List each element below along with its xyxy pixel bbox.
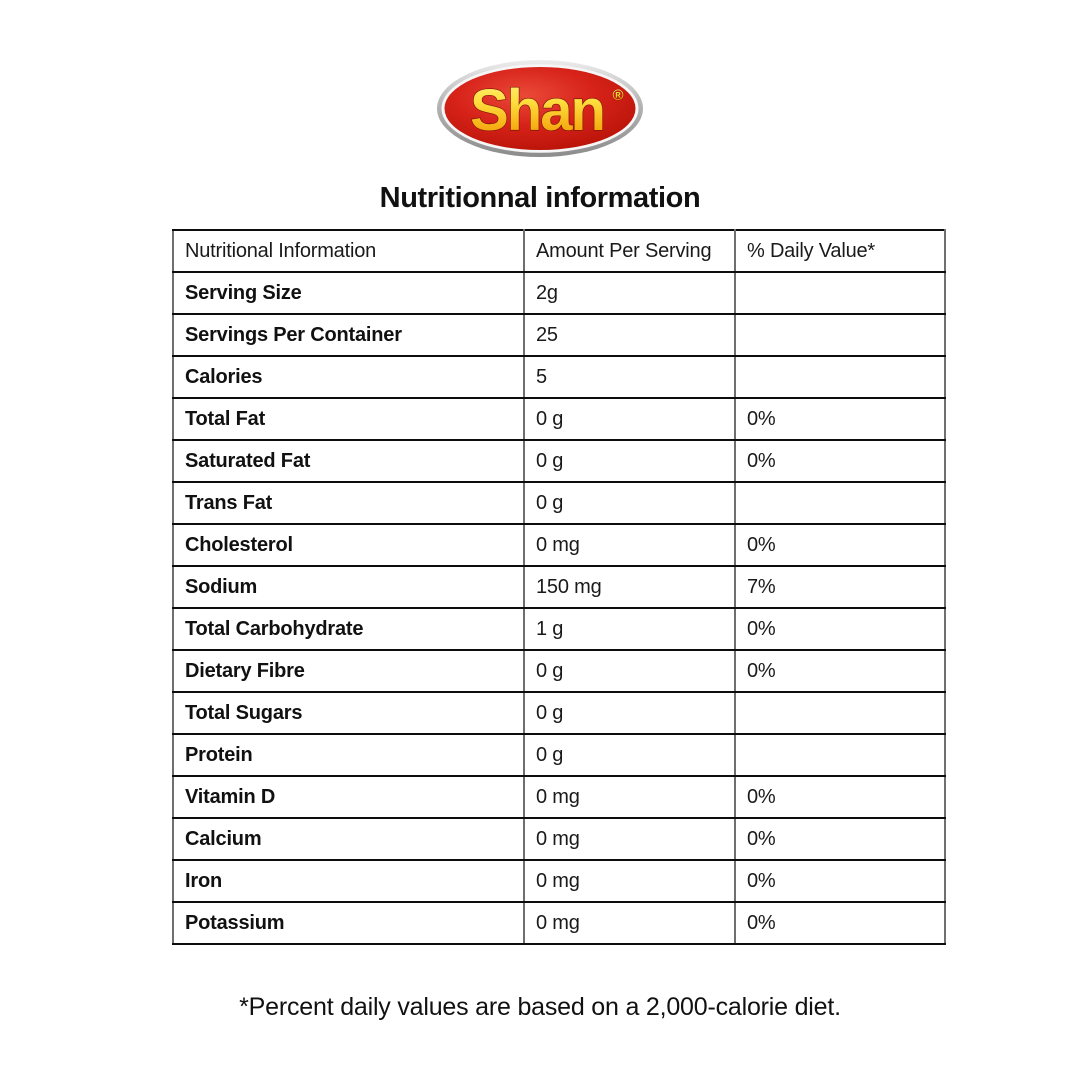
shan-logo-icon	[437, 60, 643, 157]
nutrient-label-cell: Iron	[173, 860, 524, 902]
amount-cell: 0 g	[524, 440, 735, 482]
table-header-row	[173, 230, 945, 272]
table-row	[173, 566, 945, 608]
daily-value-cell	[735, 356, 945, 398]
daily-value-cell: 0%	[735, 440, 945, 482]
registered-trademark-icon: ®	[612, 87, 624, 104]
nutrient-label-cell: Cholesterol	[173, 524, 524, 566]
nutrient-label-cell: Trans Fat	[173, 482, 524, 524]
amount-cell: 0 g	[524, 692, 735, 734]
daily-value-cell: 0%	[735, 902, 945, 944]
amount-cell: 0 g	[524, 482, 735, 524]
amount-cell: 0 mg	[524, 524, 735, 566]
nutrition-table	[172, 229, 946, 945]
nutrient-label-cell: Servings Per Container	[173, 314, 524, 356]
table-row	[173, 734, 945, 776]
nutrient-label-cell: Dietary Fibre	[173, 650, 524, 692]
nutrient-label-cell: Total Sugars	[173, 692, 524, 734]
header-daily-value: % Daily Value*	[735, 230, 945, 272]
nutrient-label-cell: Total Carbohydrate	[173, 608, 524, 650]
table-row	[173, 650, 945, 692]
daily-value-cell: 0%	[735, 524, 945, 566]
table-row	[173, 860, 945, 902]
table-row	[173, 776, 945, 818]
nutrient-label-cell: Total Fat	[173, 398, 524, 440]
daily-value-cell	[735, 734, 945, 776]
page-title: Nutritionnal information	[379, 182, 701, 214]
daily-value-cell: 0%	[735, 608, 945, 650]
logo-brand-text: Shan	[470, 78, 604, 143]
nutrient-label-cell: Vitamin D	[173, 776, 524, 818]
nutrient-label-cell: Saturated Fat	[173, 440, 524, 482]
daily-value-cell: 0%	[735, 776, 945, 818]
amount-cell: 5	[524, 356, 735, 398]
footnote: *Percent daily values are based on a 2,000-calorie diet.	[239, 993, 841, 1021]
nutrient-label-cell: Protein	[173, 734, 524, 776]
header-nutritional-information: Nutritional Information	[173, 230, 524, 272]
amount-cell: 0 g	[524, 398, 735, 440]
nutrition-table-body	[173, 272, 945, 944]
amount-cell: 25	[524, 314, 735, 356]
nutrient-label-cell: Serving Size	[173, 272, 524, 314]
amount-cell: 0 mg	[524, 776, 735, 818]
amount-cell: 0 mg	[524, 860, 735, 902]
amount-cell: 1 g	[524, 608, 735, 650]
daily-value-cell: 0%	[735, 650, 945, 692]
nutrient-label-cell: Sodium	[173, 566, 524, 608]
table-row	[173, 440, 945, 482]
table-row	[173, 902, 945, 944]
table-row	[173, 356, 945, 398]
nutrient-label-cell: Potassium	[173, 902, 524, 944]
daily-value-cell: 0%	[735, 860, 945, 902]
amount-cell: 0 mg	[524, 818, 735, 860]
table-row	[173, 608, 945, 650]
daily-value-cell	[735, 692, 945, 734]
table-row	[173, 272, 945, 314]
amount-cell: 0 mg	[524, 902, 735, 944]
daily-value-cell	[735, 314, 945, 356]
table-row	[173, 314, 945, 356]
daily-value-cell	[735, 272, 945, 314]
daily-value-cell: 7%	[735, 566, 945, 608]
table-row	[173, 482, 945, 524]
header-amount-per-serving: Amount Per Serving	[524, 230, 735, 272]
amount-cell: 150 mg	[524, 566, 735, 608]
amount-cell: 0 g	[524, 734, 735, 776]
daily-value-cell: 0%	[735, 398, 945, 440]
table-row	[173, 692, 945, 734]
nutrient-label-cell: Calories	[173, 356, 524, 398]
nutrient-label-cell: Calcium	[173, 818, 524, 860]
amount-cell: 2g	[524, 272, 735, 314]
daily-value-cell	[735, 482, 945, 524]
table-row	[173, 398, 945, 440]
shan-logo	[437, 60, 643, 157]
amount-cell: 0 g	[524, 650, 735, 692]
table-row	[173, 524, 945, 566]
table-row	[173, 818, 945, 860]
daily-value-cell: 0%	[735, 818, 945, 860]
